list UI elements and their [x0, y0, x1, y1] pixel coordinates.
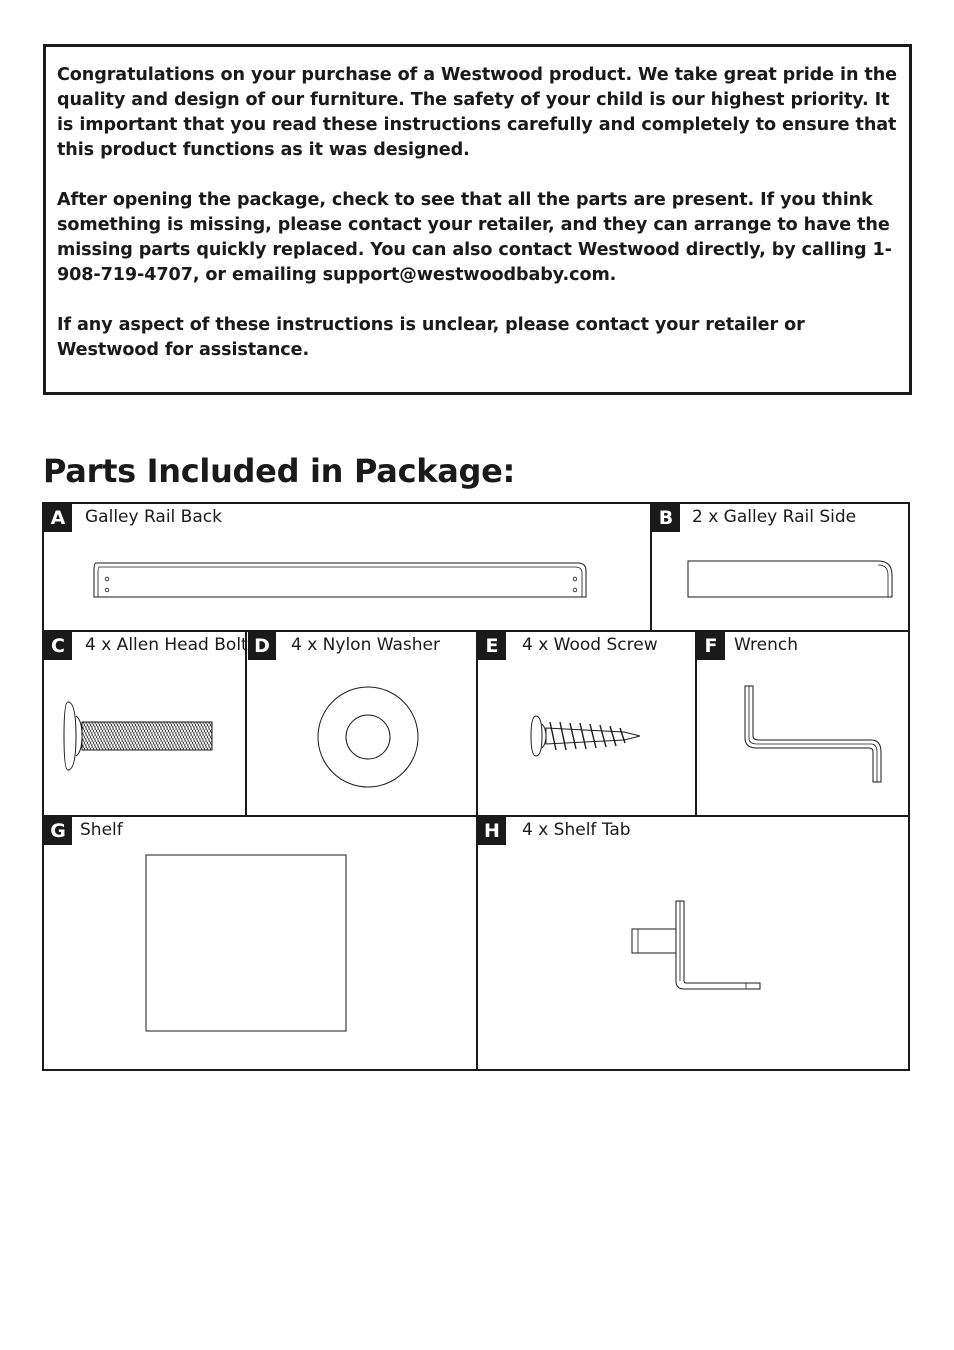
part-f-letter: F	[697, 632, 725, 660]
part-a-cell	[44, 504, 650, 630]
part-h-label: 4 x Shelf Tab	[522, 820, 631, 840]
part-g-label: Shelf	[80, 820, 123, 840]
allen-head-bolt-icon	[62, 698, 218, 774]
part-e-label: 4 x Wood Screw	[522, 635, 658, 655]
part-d-label: 4 x Nylon Washer	[291, 635, 440, 655]
intro-paragraph-welcome: Congratulations on your purchase of a Westwood product. We take great pride in the quality and design of our furniture. The safety of your child is our highest priority. It is important that you read these instructions carefully and completely to ensure that this product functions as it was designed.	[57, 65, 897, 160]
part-a-label: Galley Rail Back	[85, 507, 222, 527]
galley-rail-side-icon	[686, 559, 896, 599]
part-e-letter: E	[478, 632, 506, 660]
parts-title: Parts Included in Package:	[43, 452, 516, 490]
part-c-cell	[44, 632, 248, 815]
part-f-label: Wrench	[734, 635, 799, 655]
nylon-washer-icon	[315, 684, 421, 790]
part-b-label: 2 x Galley Rail Side	[692, 507, 857, 527]
part-a-letter: A	[44, 504, 72, 532]
part-d-cell	[247, 632, 476, 815]
part-c-letter: C	[44, 632, 72, 660]
part-d-letter: D	[248, 632, 276, 660]
part-h-letter: H	[478, 817, 506, 845]
part-f-cell	[697, 632, 908, 815]
intro-box	[43, 44, 912, 395]
part-c-label: 4 x Allen Head Bolt	[85, 635, 248, 655]
part-g-cell	[44, 817, 476, 1069]
wood-screw-icon	[528, 712, 644, 760]
galley-rail-back-icon	[90, 559, 590, 601]
part-b-letter: B	[652, 504, 680, 532]
shelf-icon	[145, 854, 349, 1034]
part-b-cell	[652, 504, 908, 630]
part-e-cell	[478, 632, 695, 815]
intro-paragraph-assistance: If any aspect of these instructions is unclear, please contact your retailer or Westwood for assistance.	[57, 315, 805, 360]
parts-grid	[42, 502, 910, 1071]
wrench-icon	[741, 682, 891, 788]
shelf-tab-icon	[628, 897, 768, 991]
intro-paragraph-missing-parts: After opening the package, check to see that all the parts are present. If you think something is missing, please contact your retailer, and they can arrange to have the missing parts quickly replaced. You can also contact Westwood directly, by calling 1-908-719-4707, or emailing support@westwoodbaby.com.	[57, 190, 892, 285]
part-g-letter: G	[44, 817, 72, 845]
part-h-cell	[478, 817, 908, 1069]
